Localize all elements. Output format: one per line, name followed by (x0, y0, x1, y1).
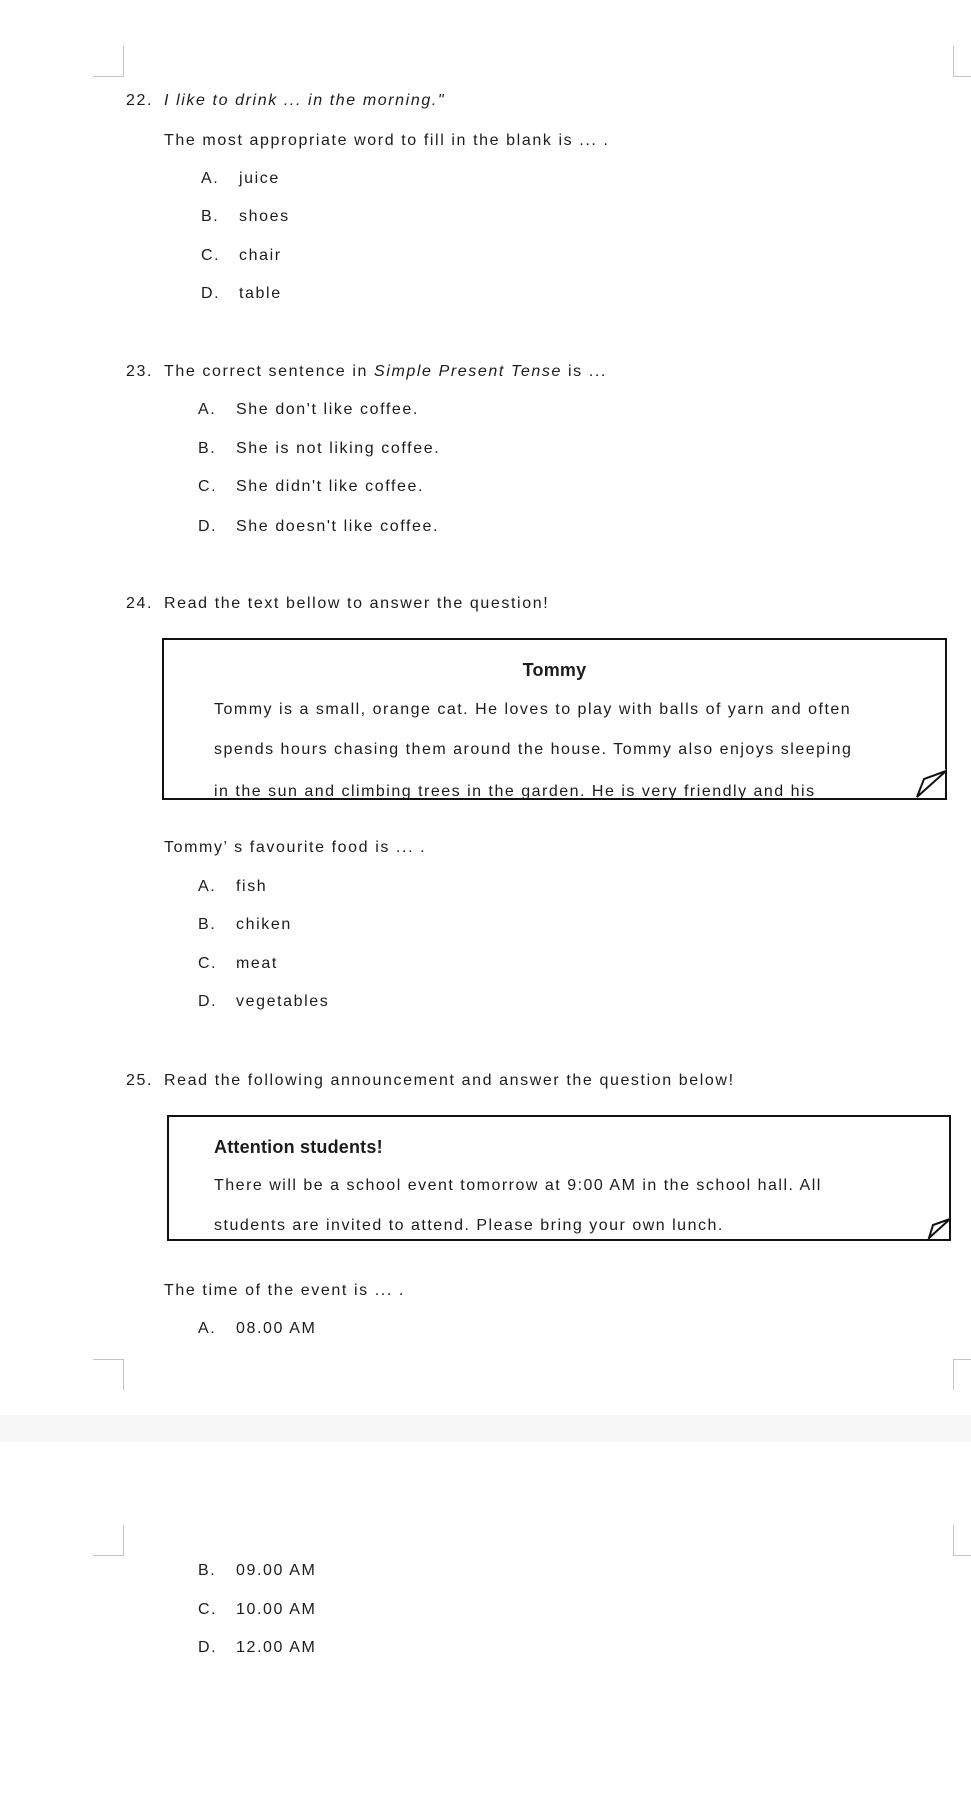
option-text: She didn't like coffee. (236, 478, 425, 495)
option-letter: B. (198, 916, 217, 933)
question-22-option-b[interactable] (201, 207, 290, 227)
question-23-number: 23. (126, 363, 154, 380)
question-22-stem: I like to drink ... in the morning." (164, 92, 446, 109)
option-letter: A. (198, 878, 217, 895)
question-23-option-c[interactable] (198, 477, 424, 497)
question-24-option-c[interactable] (198, 954, 278, 974)
stem-text-end: is ... (561, 363, 607, 380)
announcement-title: Attention students! (214, 1137, 383, 1157)
reading-text-title: Tommy (522, 660, 587, 680)
crop-mark-top-left (93, 1525, 124, 1556)
question-25-number: 25. (126, 1072, 154, 1089)
question-25-option-d[interactable] (198, 1638, 316, 1658)
reading-text-line-2: spends hours chasing them around the house. Tommy also enjoys sleeping (214, 741, 853, 758)
question-25-prompt: The time of the event is ... . (164, 1282, 405, 1299)
option-letter: D. (198, 518, 218, 535)
question-22-prompt: The most appropriate word to fill in the blank is ... . (164, 132, 610, 149)
option-text: 10.00 AM (236, 1601, 317, 1618)
option-text: chiken (236, 916, 292, 933)
option-letter: B. (198, 1562, 217, 1579)
option-letter: A. (198, 401, 217, 418)
announcement-line-1: There will be a school event tomorrow at 9:00 AM in the school hall. All (214, 1177, 822, 1194)
option-letter: A. (198, 1320, 217, 1337)
question-25-option-a[interactable] (198, 1319, 316, 1339)
question-25-option-b[interactable] (198, 1561, 316, 1581)
option-letter: C. (201, 247, 221, 264)
page-curl-icon (926, 1216, 952, 1240)
reading-text-box (162, 638, 947, 800)
crop-mark-bottom-right (953, 1359, 971, 1390)
question-23-option-a[interactable] (198, 400, 419, 420)
announcement-box (167, 1115, 951, 1241)
question-23-stem (164, 362, 607, 382)
question-23-option-b[interactable] (198, 439, 440, 459)
option-text: table (239, 285, 282, 302)
option-letter: A. (201, 170, 220, 187)
question-24-number: 24. (126, 595, 154, 612)
option-text: 08.00 AM (236, 1320, 317, 1337)
question-22-option-d[interactable] (201, 284, 282, 304)
reading-text-line-1: Tommy is a small, orange cat. He loves to play with balls of yarn and often (214, 701, 852, 718)
page-curl-icon (914, 767, 948, 799)
option-letter: C. (198, 955, 218, 972)
option-text: She doesn't like coffee. (236, 518, 440, 535)
option-text: chair (239, 247, 282, 264)
question-22-option-c[interactable] (201, 246, 282, 266)
option-letter: C. (198, 1601, 218, 1618)
question-24-option-b[interactable] (198, 915, 292, 935)
question-24-option-a[interactable] (198, 877, 267, 897)
option-text: She don't like coffee. (236, 401, 419, 418)
question-24-stem: Read the text bellow to answer the question! (164, 595, 550, 612)
option-text: meat (236, 955, 278, 972)
option-text: juice (239, 170, 280, 187)
option-letter: B. (201, 208, 220, 225)
crop-mark-bottom-left (93, 1359, 124, 1390)
question-25-option-c[interactable] (198, 1600, 316, 1620)
question-22-number: 22. (126, 92, 154, 109)
option-letter: D. (201, 285, 221, 302)
option-text: 09.00 AM (236, 1562, 317, 1579)
question-23-option-d[interactable] (198, 517, 439, 537)
question-24-option-d[interactable] (198, 992, 329, 1012)
question-22-option-a[interactable] (201, 169, 280, 189)
question-24-prompt: Tommy’ s favourite food is ... . (164, 839, 427, 856)
document-page-2 (0, 1442, 971, 1812)
stem-italic-term: Simple Present Tense (374, 363, 562, 380)
page-separator (0, 1415, 971, 1442)
crop-mark-top-left (93, 46, 124, 77)
reading-text-line-3: in the sun and climbing trees in the garden. He is very friendly and his (214, 783, 816, 800)
option-text: 12.00 AM (236, 1639, 317, 1656)
option-text: She is not liking coffee. (236, 440, 441, 457)
option-text: fish (236, 878, 268, 895)
option-text: vegetables (236, 993, 330, 1010)
option-letter: C. (198, 478, 218, 495)
crop-mark-top-right (953, 1525, 971, 1556)
announcement-line-2: students are invited to attend. Please bring your own lunch. (214, 1217, 724, 1234)
option-letter: D. (198, 993, 218, 1010)
option-text: shoes (239, 208, 290, 225)
stem-text: The correct sentence in (164, 363, 375, 380)
question-25-stem: Read the following announcement and answer the question below! (164, 1072, 735, 1089)
option-letter: D. (198, 1639, 218, 1656)
option-letter: B. (198, 440, 217, 457)
crop-mark-top-right (953, 46, 971, 77)
